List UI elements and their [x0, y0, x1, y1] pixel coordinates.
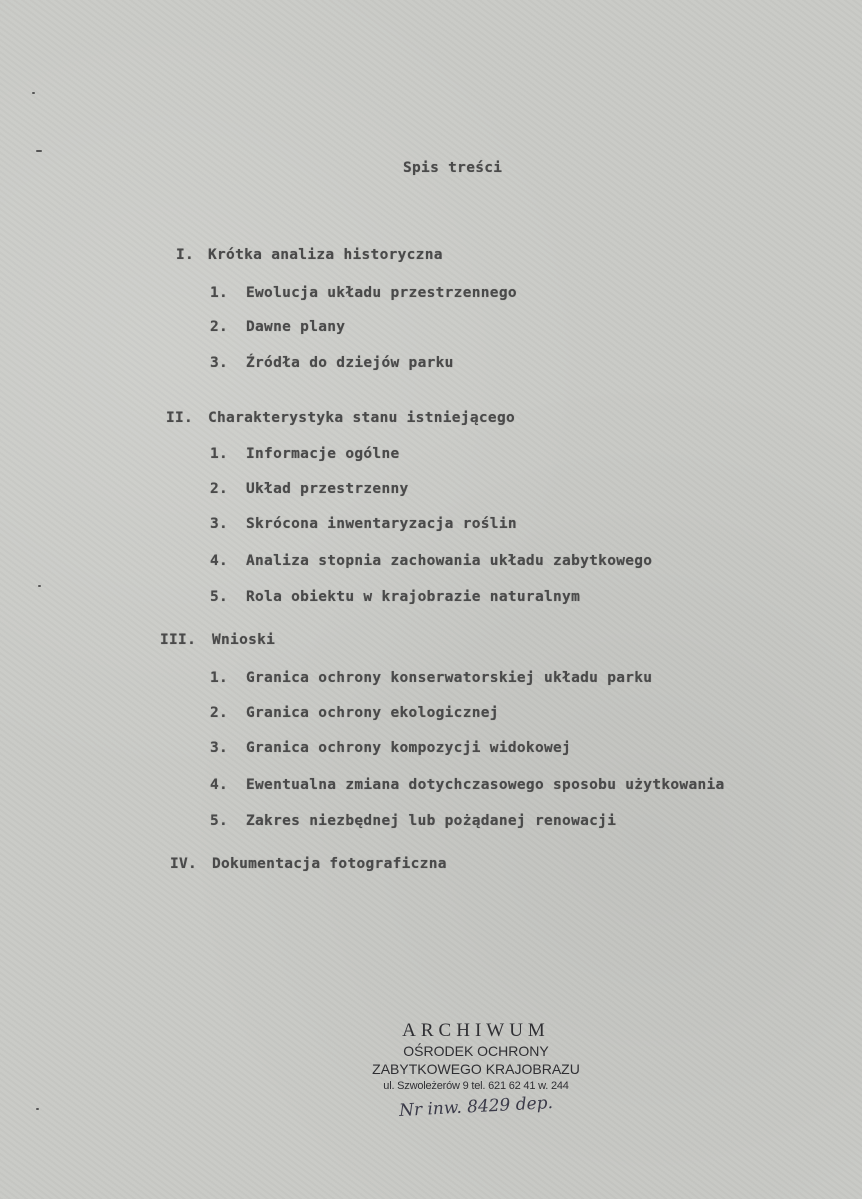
entry-number: 4.: [210, 553, 229, 569]
toc-entry: [210, 481, 409, 497]
entry-number: 1.: [210, 446, 229, 462]
scan-speck: [32, 92, 35, 94]
toc-entry: [210, 777, 725, 793]
entry-label: Zakres niezbędnej lub pożądanej renowacji: [246, 813, 617, 829]
section-number: III.: [160, 632, 197, 648]
entry-label: Rola obiektu w krajobrazie naturalnym: [246, 589, 581, 605]
entry-label: Ewolucja układu przestrzennego: [246, 285, 517, 301]
section-number: I.: [176, 247, 195, 263]
section-label: Dokumentacja fotograficzna: [212, 856, 447, 872]
stamp-address: ul. Szwoleżerów 9 tel. 621 62 41 w. 244: [383, 1080, 569, 1092]
entry-label: Układ przestrzenny: [246, 481, 409, 497]
entry-label: Źródła do dziejów parku: [246, 355, 454, 371]
entry-number: 3.: [210, 516, 229, 532]
section-label: Wnioski: [212, 632, 276, 648]
section-number: IV.: [170, 856, 198, 872]
entry-label: Granica ochrony kompozycji widokowej: [246, 740, 572, 756]
section-4-heading: [170, 856, 447, 872]
entry-number: 2.: [210, 481, 229, 497]
handwritten-inventory-number: Nr inw. 8429 dep.: [398, 1092, 554, 1122]
entry-label: Analiza stopnia zachowania układu zabytkowego: [246, 553, 653, 569]
scan-speck: [36, 1108, 39, 1110]
entry-number: 1.: [210, 670, 229, 686]
entry-number: 2.: [210, 705, 229, 721]
toc-entry: [210, 740, 571, 756]
toc-entry: [210, 516, 517, 532]
entry-number: 5.: [210, 813, 229, 829]
document-title: Spis treści: [403, 160, 503, 176]
scan-speck: [36, 150, 42, 152]
section-3-heading: [160, 632, 275, 648]
entry-number: 5.: [210, 589, 229, 605]
toc-entry: [210, 813, 616, 829]
section-2-heading: [166, 410, 515, 426]
entry-label: Granica ochrony konserwatorskiej układu parku: [246, 670, 653, 686]
entry-number: 1.: [210, 285, 229, 301]
entry-label: Ewentualna zmiana dotychczasowego sposobu użytkowania: [246, 777, 725, 793]
entry-number: 3.: [210, 740, 229, 756]
toc-entry: [210, 670, 652, 686]
stamp-line-1: OŚRODEK OCHRONY: [403, 1043, 549, 1059]
toc-entry: [210, 355, 454, 371]
section-label: Krótka analiza historyczna: [208, 247, 443, 263]
stamp-heading: ARCHIWUM: [402, 1020, 550, 1041]
toc-entry: [210, 705, 499, 721]
entry-number: 2.: [210, 319, 229, 335]
toc-entry: [210, 285, 517, 301]
section-label: Charakterystyka stanu istniejącego: [208, 410, 516, 426]
entry-label: Skrócona inwentaryzacja roślin: [246, 516, 517, 532]
archive-stamp: [360, 1020, 592, 1122]
section-number: II.: [166, 410, 194, 426]
toc-entry: [210, 589, 580, 605]
toc-entry: [210, 446, 400, 462]
entry-label: Dawne plany: [246, 319, 346, 335]
toc-entry: [210, 319, 345, 335]
entry-number: 3.: [210, 355, 229, 371]
toc-entry: [210, 553, 652, 569]
stamp-line-2: ZABYTKOWEGO KRAJOBRAZU: [372, 1061, 580, 1077]
entry-number: 4.: [210, 777, 229, 793]
section-1-heading: [176, 247, 443, 263]
scan-speck: [38, 585, 41, 587]
entry-label: Granica ochrony ekologicznej: [246, 705, 499, 721]
entry-label: Informacje ogólne: [246, 446, 400, 462]
